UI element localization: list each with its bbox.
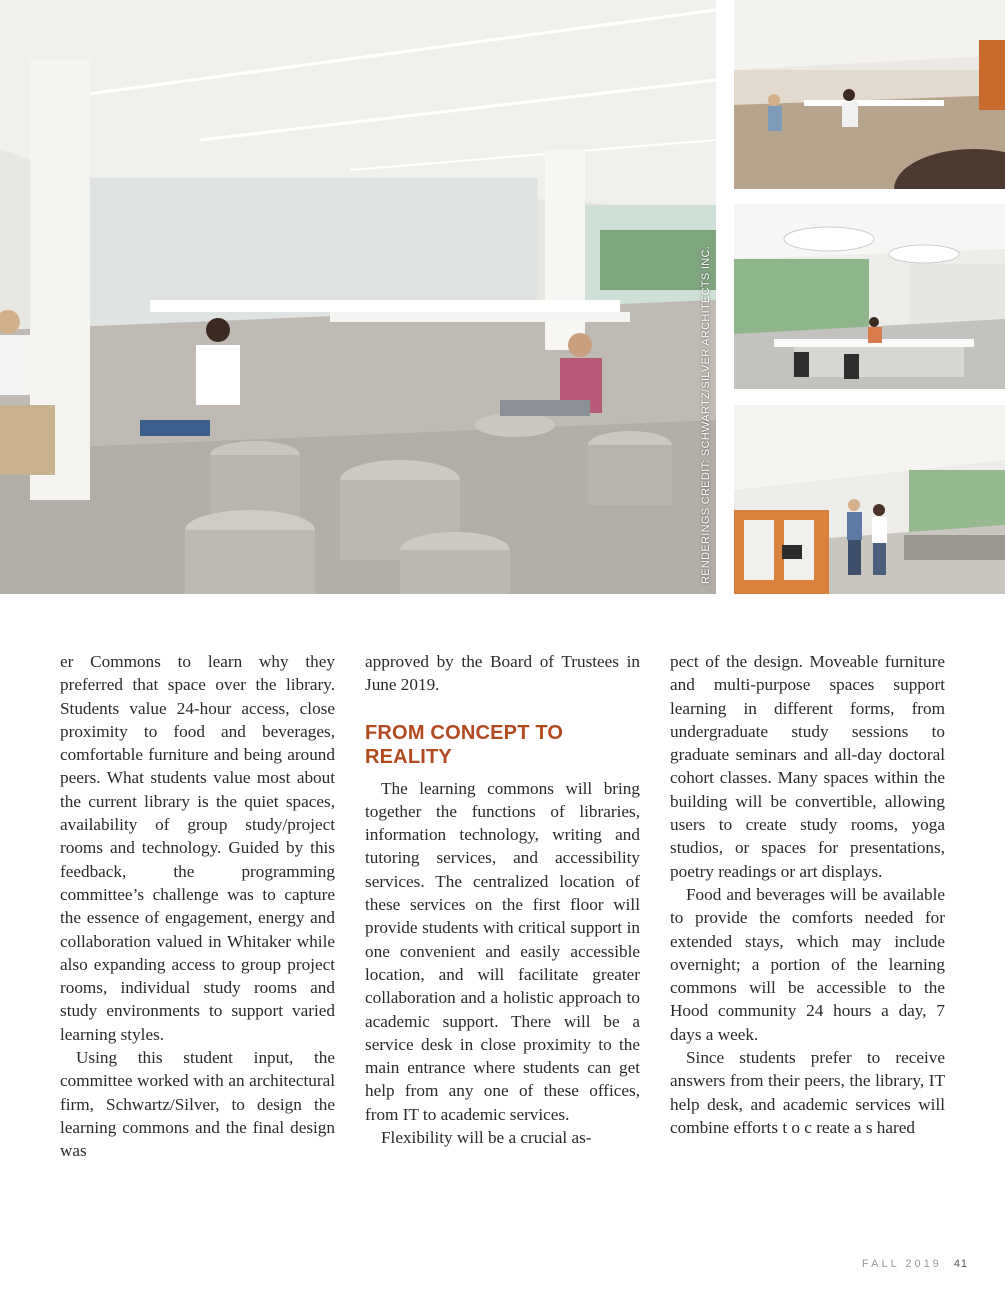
page-folio xyxy=(862,1258,968,1270)
photo-credit: RENDERINGS CREDIT: SCHWARTZ/SILVER ARCHITECTS INC. xyxy=(700,245,712,584)
body-paragraph: er Commons to learn why they preferred that space over the library. Students value 24-hour access, close proximity to food and beverages, comfortable furniture and being around peers. What students value most about the current library is the quiet spaces, availability of group study/project rooms and technology. Guided by this feedback, the programming committee’s challenge was to capture the essence of engagement, energy and collaboration valued in Whitaker while also expanding access to group project rooms, individual study rooms and study environments to support varied learning styles. xyxy=(60,652,335,1044)
body-paragraph: approved by the Board of Trustees in June 2019. xyxy=(365,652,640,695)
learning-commons-illustration xyxy=(0,0,716,594)
article-column-2 xyxy=(365,650,640,1149)
study-carrels-rendering-image xyxy=(734,405,1005,594)
body-paragraph: Flexibility will be a crucial as- xyxy=(381,1128,592,1148)
body-paragraph: Food and beverages will be available to provide the comforts needed for extended stays, which may include overnight; a portion of the learning commons will be accessible to the Hood community 24 hours a day, 7 days a week. xyxy=(670,884,945,1044)
body-paragraph: Using this student input, the committee worked with an architectural firm, Schwartz/Silver, to design the learning commons and the final design was xyxy=(60,1048,335,1161)
article-column-3 xyxy=(670,650,945,1139)
article-column-1 xyxy=(60,650,335,1163)
cafe-illustration xyxy=(734,0,1005,189)
body-paragraph: The learning commons will bring together the functions of libraries, information technology, writing and tutoring services, and accessibility services. The centralized location of these services on the first floor will provide students with critical support in one convenient and easily accessible location, and will facilitate greater collaboration and a holistic approach to academic support. There will be a service desk in close proximity to the main entrance where students can get help from any one of these offices, from IT to academic services. xyxy=(365,778,640,1124)
cafe-rendering-image xyxy=(734,0,1005,189)
folio-section: FALL 2019 xyxy=(862,1258,942,1270)
study-tables-illustration xyxy=(734,204,1005,389)
section-heading: FROM CONCEPT TO REALITY xyxy=(365,721,564,768)
study-tables-rendering-image xyxy=(734,204,1005,389)
study-carrels-illustration xyxy=(734,405,1005,594)
main-rendering-image xyxy=(0,0,716,594)
body-paragraph: Since students prefer to receive answers from their peers, the library, IT help desk, and academic services will combine efforts t o c reate a s hared xyxy=(670,1048,945,1137)
body-paragraph: pect of the design. Moveable furniture and multi-purpose spaces support learning in different forms, from undergraduate study sessions to graduate seminars and all-day doctoral cohort classes. Many spaces within the building will be convertible, allowing users to create study rooms, yoga studios, or spaces for presentations, poetry readings or art displays. xyxy=(670,652,945,881)
page-number: 41 xyxy=(953,1258,969,1270)
